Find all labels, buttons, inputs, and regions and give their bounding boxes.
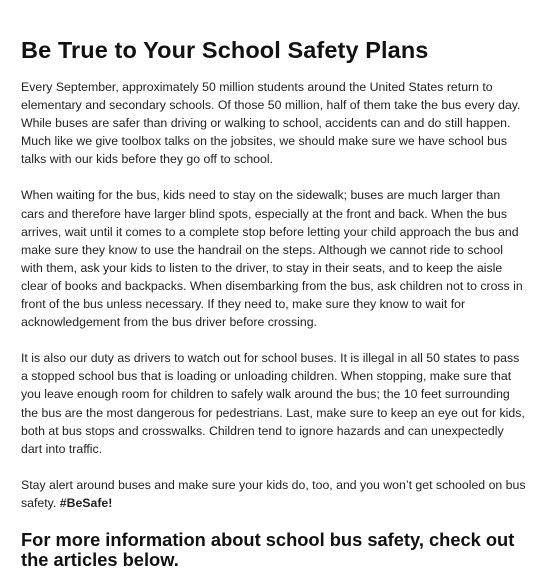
besafe-hashtag: #BeSafe!: [59, 495, 113, 510]
paragraph-waiting-for-bus: When waiting for the bus, kids need to stay on the sidewalk; buses are much larger than cars and therefore have larger blind spots, especially at the front and back. When the bus arrives, wait until it comes to a complete stop before letting your child approach the bus and make sure they know to use the handrail on the steps. Although we cannot ride to school with them, ask your kids to listen to the driver, to stay in their seats, and to keep the aisle clear of books and backpacks. When disembarking from the bus, ask children not to cross in front of the bus unless necessary. If they need to, make sure they know to wait for acknowledgement from the bus driver before crossing.: [21, 188, 523, 330]
paragraph-drivers-duty: It is also our duty as drivers to watch out for school buses. It is illegal in all 50 states to pass a stopped school bus that is loading or unloading children. When stopping, make sure that you leave enough room for children to safely walk around the bus; the 10 feet surrounding the bus are the most dangerous for pedestrians. Last, make sure to keep an eye out for kids, both at bus stops and crosswalks. Children tend to ignore hazards and can unexpectedly dart into traffic.: [21, 351, 525, 456]
paragraph-intro: Every September, approximately 50 million students around the United States return to elementary and secondary schools. Of those 50 million, half of them take the bus every day. While buses are safer than driving or walking to school, accidents can and do still happen. Much like we give toolbox talks on the jobsites, we should make sure we have school bus talks with our kids before they go off to school.: [21, 80, 521, 167]
article-title: Be True to Your School Safety Plans: [21, 37, 429, 63]
article: [21, 36, 526, 571]
more-info-heading: For more information about school bus safety, check out the articles below.: [21, 528, 515, 571]
closing-text: Stay alert around buses and make sure your kids do, too, and you won’t get schooled on bus safety.: [21, 477, 526, 510]
paragraph-closing: [21, 476, 526, 512]
